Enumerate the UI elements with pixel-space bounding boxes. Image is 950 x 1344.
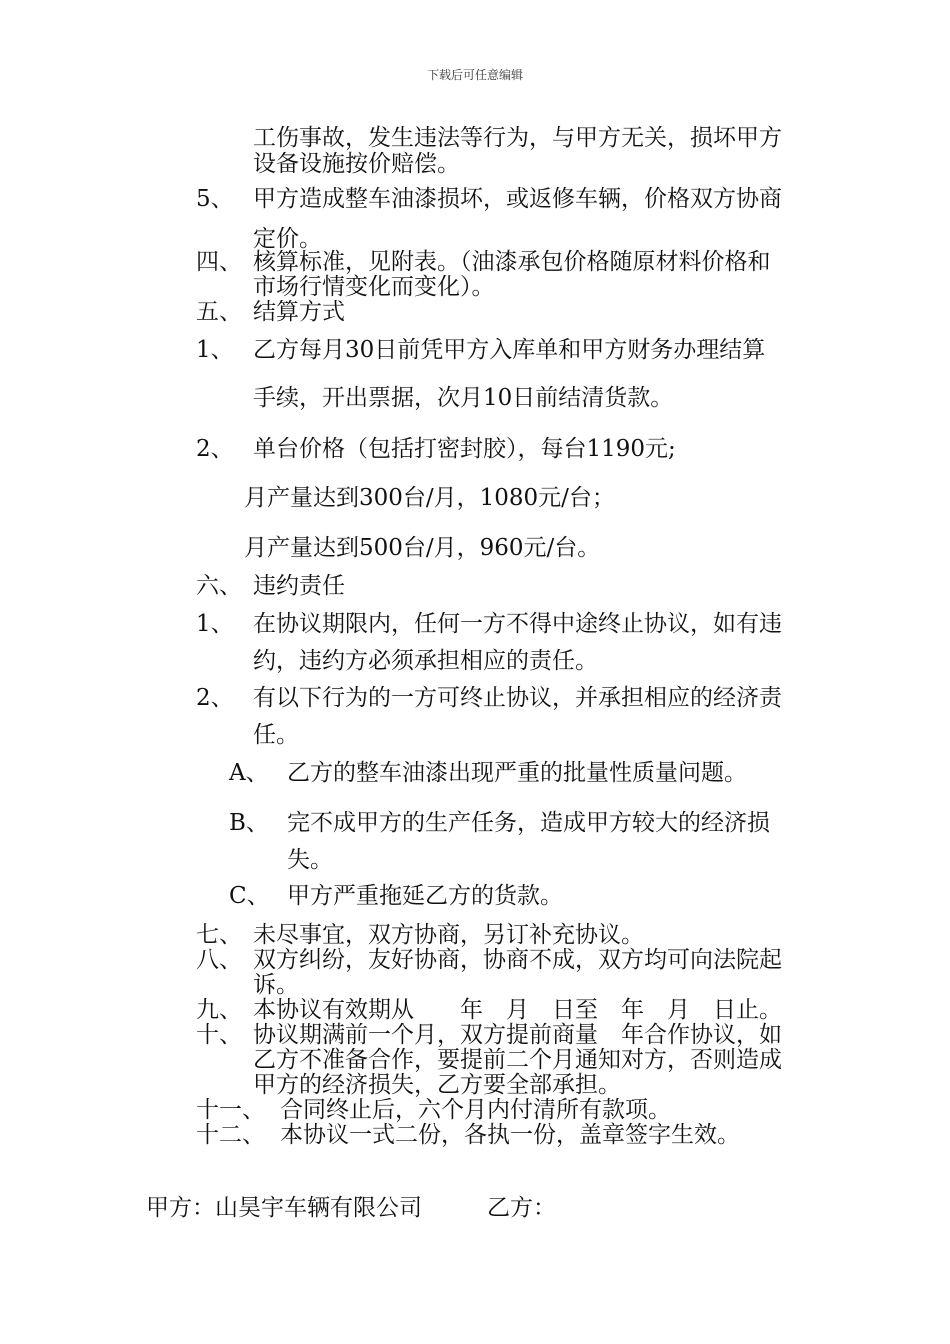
breach-1-line-1: 在协议期限内，任何一方不得中途终止协议，如有违 [253, 611, 782, 637]
section-10-number: 十、 [196, 1022, 242, 1048]
section-11-number: 十一、 [196, 1097, 265, 1123]
breach-1-number: 1、 [196, 611, 234, 637]
breach-1-line-2: 约，违约方必须承担相应的责任。 [253, 648, 598, 674]
section-4-number: 四、 [196, 249, 242, 275]
section-8-line-2: 诉。 [253, 972, 299, 998]
section-4-line-1: 核算标准，见附表。（油漆承包价格随原材料价格和 [253, 249, 771, 275]
breach-2-number: 2、 [196, 685, 234, 711]
section-7-number: 七、 [196, 922, 242, 948]
price-tier-300: 月产量达到300台/月，1080元/台； [244, 485, 615, 511]
item-5-line-1: 甲方造成整车油漆损坏，或返修车辆，价格双方协商 [253, 186, 782, 212]
sub-b-line-2: 失。 [287, 847, 333, 873]
section-10-line-3: 甲方的经济损失，乙方要全部承担。 [253, 1072, 621, 1098]
section-12-text: 本协议一式二份，各执一份，盖章签字生效。 [280, 1122, 740, 1148]
section-7-text: 未尽事宜，双方协商，另订补充协议。 [253, 922, 644, 948]
continuation-line-1: 工伤事故，发生违法等行为，与甲方无关，损坏甲方 [253, 125, 782, 151]
payment-2-line-1: 单台价格（包括打密封胶），每台1190元; [253, 436, 676, 462]
section-5-heading: 结算方式 [253, 299, 345, 325]
signature-party-a: 甲方：山昊宇车辆有限公司 [146, 1195, 422, 1221]
sub-c-letter: C、 [229, 883, 270, 909]
section-11-text: 合同终止后，六个月内付清所有款项。 [280, 1097, 671, 1123]
item-5-number: 5、 [196, 186, 234, 212]
section-6-heading: 违约责任 [253, 573, 345, 599]
section-9-number: 九、 [196, 997, 242, 1023]
section-10-line-1: 协议期满前一个月，双方提前商量 年合作协议，如 [253, 1022, 782, 1048]
section-4-line-2: 市场行情变化而变化）。 [253, 274, 495, 300]
signature-party-b: 乙方： [487, 1195, 556, 1221]
section-12-number: 十二、 [196, 1122, 265, 1148]
breach-2-line-2: 任。 [253, 722, 299, 748]
section-5-number: 五、 [196, 299, 242, 325]
payment-1-line-1: 乙方每月30日前凭甲方入库单和甲方财务办理结算 [253, 337, 766, 363]
payment-1-line-2: 手续，开出票据，次月10日前结清货款。 [253, 385, 674, 411]
sub-b-letter: B、 [229, 810, 269, 836]
continuation-line-2: 设备设施按价赔偿。 [253, 151, 460, 177]
sub-b-line-1: 完不成甲方的生产任务，造成甲方较大的经济损 [287, 810, 770, 836]
breach-2-line-1: 有以下行为的一方可终止协议，并承担相应的经济责 [253, 685, 782, 711]
sub-a-letter: A、 [229, 760, 269, 786]
page-header: 下载后可任意编辑 [426, 68, 523, 82]
section-8-line-1: 双方纠纷，友好协商，协商不成，双方均可向法院起 [253, 947, 782, 973]
item-5-line-2: 定价。 [253, 226, 322, 252]
section-6-number: 六、 [196, 573, 242, 599]
payment-2-number: 2、 [196, 436, 234, 462]
section-8-number: 八、 [196, 947, 242, 973]
sub-c-text: 甲方严重拖延乙方的货款。 [287, 883, 563, 909]
sub-a-text: 乙方的整车油漆出现严重的批量性质量问题。 [287, 760, 747, 786]
section-9-text: 本协议有效期从 年 月 日至 年 月 日止。 [253, 997, 782, 1023]
payment-1-number: 1、 [196, 337, 234, 363]
price-tier-500: 月产量达到500台/月，960元/台。 [244, 535, 601, 561]
section-10-line-2: 乙方不准备合作，要提前二个月通知对方，否则造成 [253, 1047, 782, 1073]
